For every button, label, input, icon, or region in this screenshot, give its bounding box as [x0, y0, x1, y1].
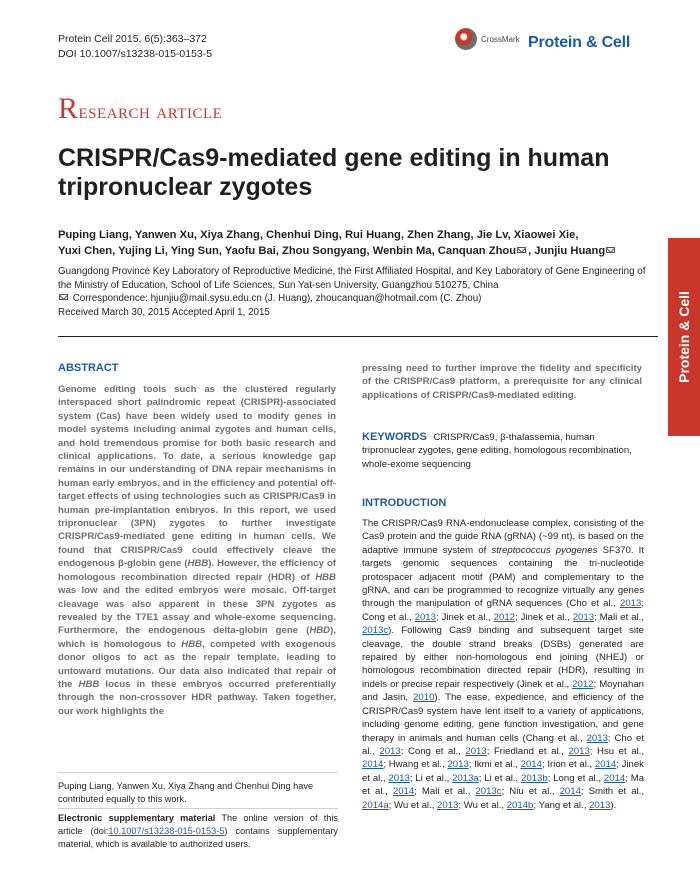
reference-link[interactable]: 2013: [379, 745, 401, 757]
reference-link[interactable]: 2012: [572, 678, 594, 690]
intro-part: ; Cong et al.,: [400, 745, 466, 757]
intro-part: ; Smith et al.,: [580, 786, 644, 798]
reference-link[interactable]: 2010: [413, 692, 435, 704]
reference-link[interactable]: 2013a: [452, 772, 479, 784]
supplement-divider: [58, 808, 338, 809]
header-divider: [58, 336, 658, 337]
reference-link[interactable]: 2013: [414, 611, 436, 623]
abstract-part: ). However, the efficiency of homologous recombination directed repair (HDR) of: [58, 558, 336, 583]
reference-link[interactable]: 2013: [572, 611, 595, 623]
affiliation: Guangdong Province Key Laboratory of Reproductive Medicine, the First Affiliated Hospital, and Key Laboratory of Gene Engineering of the Ministry of Education, School of Life Sciences, Sun Yat-sen University, Guangzhou 510275, China: [58, 266, 646, 291]
intro-part: ; Jinek et al.,: [515, 611, 573, 623]
reference-link[interactable]: 2014b: [506, 799, 534, 811]
intro-part: ; Ikmi et al.,: [468, 759, 521, 771]
envelope-icon: [517, 247, 526, 253]
envelope-icon: [606, 247, 615, 253]
intro-part: The CRISPR/Cas9 RNA-endonuclease complex, consisting of the Cas9 protein and the guide RNA (gRNA) (~99 nt), is based on the adaptive immune system of: [362, 518, 644, 556]
side-tab: [668, 238, 700, 436]
reference-link[interactable]: 2013: [589, 799, 611, 811]
keywords-text: CRISPR/Cas9, β-thalassemia, human tripronuclear zygotes, gene editing, homologous recombination, whole-exome sequencing: [362, 432, 632, 470]
reference-link[interactable]: 2013b: [521, 772, 548, 784]
intro-part: ; Hsu et al.,: [589, 745, 644, 757]
supplement-doi-link[interactable]: 10.1007/s13238-015-0153-5: [108, 826, 225, 836]
reference-link[interactable]: 2013: [568, 745, 590, 757]
authors-line-2b: , Junjiu Huang: [528, 245, 606, 257]
abstract-continuation: pressing need to further improve the fidelity and specificity of the CRISPR/Cas9 platform, a prerequisite for any clinical applications of CRISPR/Cas9-mediated editing.: [362, 363, 642, 401]
supplement-text: The online version of this article (doi:: [58, 813, 338, 836]
correspondence: [58, 292, 658, 306]
gene-name: HBB: [187, 558, 209, 570]
abstract-part: ), which is homologous to: [58, 625, 336, 650]
intro-part: SF370. It targets genomic sequences containing the tri-nucleotide protospacer adjacent motif (PAM) and complementary to the gRNA, and can be programmed to recognize virtually any genes through the manipulation of gRNA sequences (Cho et al.,: [362, 544, 644, 610]
intro-part: ; Cong et al.,: [362, 598, 644, 623]
reference-link[interactable]: 2013c: [362, 625, 389, 637]
intro-part: ; Niu et al.,: [501, 786, 560, 798]
introduction-text: [362, 517, 644, 812]
contribution-footnote: Puping Liang, Yanwen Xu, Xiya Zhang and Chenhui Ding have contributed equally to this work.: [58, 781, 314, 804]
supplementary-note: [58, 812, 338, 851]
reference-link[interactable]: 2014: [362, 759, 384, 771]
reference-link[interactable]: 2013: [465, 745, 487, 757]
intro-part: ; Cho et al.,: [362, 732, 645, 757]
authors-line-1: Puping Liang, Yanwen Xu, Xiya Zhang, Chenhui Ding, Rui Huang, Zhen Zhang, Jie Lv, Xiaowei Xie,: [58, 229, 579, 241]
supplement-label: Electronic supplementary material: [58, 813, 216, 823]
gene-name: HBB: [181, 638, 203, 650]
intro-part: ; Wu et al.,: [458, 799, 507, 811]
intro-part: ; Li et al.,: [409, 772, 453, 784]
abstract-heading: ABSTRACT: [58, 362, 119, 374]
abstract-text: [58, 383, 336, 718]
reference-link[interactable]: 2014: [559, 786, 581, 798]
intro-part: ; Li et al.,: [478, 772, 522, 784]
reference-link[interactable]: 2013: [388, 772, 410, 784]
reference-link[interactable]: 2013c: [475, 786, 502, 798]
gene-name: HBB: [315, 571, 336, 583]
intro-part: ; Mali et al.,: [414, 786, 476, 798]
journal-reference: [58, 32, 212, 62]
article-type-rest: esearch article: [78, 98, 223, 123]
side-tab-label: Protein & Cell: [676, 291, 692, 383]
reference-link[interactable]: 2013: [619, 598, 642, 610]
abstract-part: Genome editing tools such as the clustered regularly interspaced short palindromic repeat (CRISPR)-associated system (Cas) have been widely used to modify genes in model systems including animal zygotes and human cells, and hold tremendous promise for both basic research and clinical applications. To date, a serious knowledge gap remains in our understanding of DNA repair mechanisms in human early embryos, and in the efficiency and potential off-target effects of using technologies such as CRISPR/Cas9 in human pre-implantation embryos. In this report, we used tripronuclear (3PN) zygotes to further investigate CRISPR/Cas9-mediated gene editing in human cells. We found that CRISPR/Cas9 could effectively cleave the endogenous β-globin gene (: [58, 384, 336, 570]
intro-part: ; Long et al.,: [547, 772, 604, 784]
doi: DOI 10.1007/s13238-015-0153-5: [58, 48, 213, 60]
introduction-heading: INTRODUCTION: [362, 497, 447, 509]
abstract-part: , competed with exogenous donor oligos to act as the repair template, leading to untoward mutations. Our data also indicated that repair of the: [58, 638, 336, 690]
intro-part: ). Following Cas9 binding and subsequent target site cleavage, the double strand breaks (DSBs) generated are repaired by either non-homologous end joining (NHEJ) or homologous recombination directed repair (HDR), resulting in indels or precise repair respectively (Jinek et al.,: [362, 625, 644, 690]
abstract-part: was low and the edited embryos were mosaic. Off-target cleavage was also apparent in these 3PN zygotes as revealed by the T7E1 assay and whole-exome sequencing. Furthermore, the endogenous delta-globin gene (: [58, 585, 336, 637]
gene-name: HBD: [309, 625, 331, 637]
reference-link[interactable]: 2013: [437, 799, 459, 811]
intro-part: ; Moynahan and Jasin,: [362, 678, 644, 704]
article-type-label: [58, 92, 222, 126]
reference-link[interactable]: 2014: [392, 786, 415, 798]
intro-part: ; Yang et al.,: [533, 799, 590, 811]
reference-link[interactable]: 2014a: [362, 799, 389, 811]
intro-part: ; Wu et al.,: [388, 799, 438, 811]
reference-link[interactable]: 2014: [594, 759, 617, 771]
intro-part: ).: [610, 799, 617, 811]
crossmark-badge[interactable]: [455, 28, 520, 50]
received-dates: Received March 30, 2015 Accepted April 1, 2015: [58, 306, 270, 318]
intro-part: ; Friedland et al.,: [486, 745, 569, 757]
reference-link[interactable]: 2012: [493, 611, 516, 623]
correspondence-text[interactable]: Correspondence: hjunjiu@mail.sysu.edu.cn (J. Huang), zhoucanquan@hotmail.com (C. Zhou): [72, 293, 482, 304]
journal-citation: Protein Cell 2015, 6(5):363–372: [58, 33, 207, 45]
reference-link[interactable]: 2014: [603, 772, 626, 784]
footnote-divider: [58, 772, 338, 773]
intro-part: ; Hwang et al.,: [383, 759, 448, 771]
reference-link[interactable]: 2013: [586, 732, 608, 744]
intro-part: ; Irion et al.,: [541, 759, 595, 771]
article-type-initial: R: [58, 92, 79, 125]
reference-link[interactable]: 2013: [447, 759, 469, 771]
author-list: [58, 227, 648, 259]
journal-brand: Protein & Cell: [528, 34, 631, 51]
crossmark-icon: [455, 28, 477, 50]
abstract-part: locus in these embryos occurred preferentially through the non-crossover HDR pathway. Taken together, our work highlights the: [58, 678, 336, 717]
species-name: streptococcus pyogenes: [491, 544, 598, 556]
authors-line-2: [58, 243, 648, 259]
keywords-heading: KEYWORDS: [362, 431, 427, 443]
reference-link[interactable]: 2014: [520, 759, 542, 771]
envelope-icon: [59, 294, 68, 300]
crossmark-label: CrossMark: [481, 34, 520, 44]
page-title: CRISPR/Cas9-mediated gene editing in human tripronuclear zygotes: [58, 144, 610, 201]
intro-part: ; Jinek et al.,: [435, 611, 494, 623]
supplement-text: ) contains supplementary material, which is available to authorized users.: [58, 826, 338, 849]
intro-part: ; Ma et al.,: [362, 772, 645, 798]
gene-name: HBB: [78, 678, 100, 690]
intro-part: ; Jinek et al.,: [362, 759, 644, 784]
affiliation-block: [58, 265, 658, 319]
authors-line-2a: Yuxi Chen, Yujing Li, Ying Sun, Yaofu Bai, Zhou Songyang, Wenbin Ma, Canquan Zhou: [58, 245, 517, 257]
intro-part: ). The ease, expedience, and efficiency of the CRISPR/Cas9 system have lent itself to a variety of applications, including genome editing, gene function investigation, and gene therapy in animals and human cells (Chang et al.,: [362, 692, 645, 744]
intro-part: ; Mali et al.,: [594, 611, 644, 623]
keywords-block: [362, 431, 644, 471]
